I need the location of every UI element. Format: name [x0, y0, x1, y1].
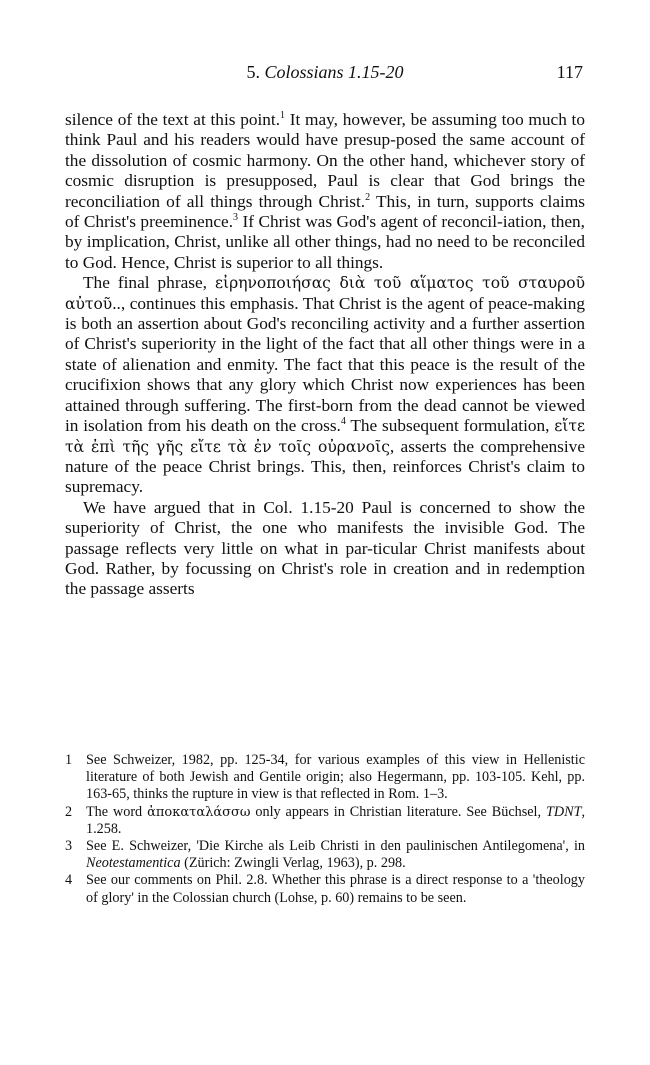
footnote-number: 1 — [65, 752, 73, 768]
body-text — [65, 110, 585, 600]
greek-word: ἀποκαταλάσσω — [147, 804, 251, 820]
citation-title: Neotestamentica — [86, 855, 181, 872]
paragraph-text: It may, however, be assuming too much to think Paul and his readers would have presup-posed the same account of the dissolution of cosmic harmony. On the other hand, whichever story of cosmic disruption is presupposed, Paul is clear that God brings the reconciliation of all things through Christ. — [65, 110, 585, 211]
running-head — [65, 62, 585, 83]
footnote — [65, 872, 585, 906]
paragraph-text: This, in turn, supports claims of Christ's preeminence. — [65, 191, 585, 232]
greek-phrase: εἰρηνοποιήσας διὰ τοῦ αἵματος τοῦ σταυροῦ αὐτοῦ — [65, 274, 585, 313]
footnote-number: 3 — [65, 838, 73, 855]
paragraph-text: If Christ was God's agent of reconcil-iation, then, by implication, Christ, unlike all other things, had no need to be reconciled to God. Hence, Christ is superior to all things. — [65, 212, 585, 272]
paragraph-text: The subsequent formulation, — [345, 416, 555, 436]
paragraph — [65, 498, 585, 600]
footnote-number: 4 — [65, 872, 73, 889]
paragraph-text: The final phrase, — [83, 273, 215, 293]
footnotes — [65, 752, 585, 907]
footnote-text: See Schweizer, 1982, pp. 125-34, for various examples of this view in Hellenistic literature of both Jewish and Gentile origin; also Hegermann, pp. 103-105. Kehl, pp. 163-65, thinks the rupture in view is that reflected in Rom. 1–3. — [86, 752, 585, 803]
footnote — [65, 752, 585, 804]
page-header — [65, 62, 585, 88]
chapter-title: Colossians 1.15-20 — [264, 62, 404, 82]
footnote-text: (Zürich: Zwingli Verlag, 1963), p. 298. — [180, 855, 406, 872]
paragraph-text: .., continues this emphasis. That Christ is the agent of peace-making is both an assertion about God's reconciling activity and a further assertion of Christ's superiority in the light of the fact that all other things were in a state of alienation and enmity. The fact that this peace is the result of the crucifixion shows that any glory which Christ now experiences has been attained through suffering. The first-born from the dead cannot be viewed in isolation from his death on the cross. — [65, 293, 585, 436]
footnote-ref: 2 — [365, 191, 371, 203]
paragraph — [65, 110, 585, 273]
citation-title: TDNT — [545, 803, 582, 820]
greek-phrase: εἴτε τὰ ἐπὶ τῆς γῆς εἴτε τὰ ἐν τοῖς οὐρανοῖς — [65, 417, 585, 456]
footnote-ref: 1 — [280, 110, 286, 121]
footnote-number: 2 — [65, 803, 73, 820]
chapter-number: 5. — [246, 62, 260, 82]
footnote — [65, 838, 585, 872]
footnote-ref: 3 — [233, 212, 239, 224]
paragraph-text: We have argued that in Col. 1.15-20 Paul is concerned to show the superiority of Christ, the one who manifests the invisible God. The passage reflects very little on what in par-ticular Christ manifests about God. Rather, by focussing on Christ's role in creation and in redemption the passage asserts — [65, 497, 585, 599]
footnote-text: See E. Schweizer, 'Die Kirche als Leib Christi in den paulinischen Antilegomena', in — [86, 838, 585, 855]
footnote-text: The word — [86, 803, 148, 820]
paragraph-text: silence of the text at this point. — [65, 110, 281, 129]
footnote-text: only appears in Christian literature. See Büchsel, — [250, 803, 546, 820]
paragraph — [65, 273, 585, 497]
footnote-text: , 1.258. — [86, 803, 586, 837]
paragraph-text: , asserts the comprehensive nature of the peace Christ brings. This, then, reinforces Christ's claim to supremacy. — [65, 436, 585, 497]
footnote-text: See our comments on Phil. 2.8. Whether this phrase is a direct response to a 'theology of glory' in the Colossian church (Lohse, p. 60) remains to be seen. — [86, 872, 585, 906]
footnote — [65, 804, 585, 838]
footnote-ref: 4 — [340, 416, 346, 428]
page-number: 117 — [556, 62, 583, 82]
